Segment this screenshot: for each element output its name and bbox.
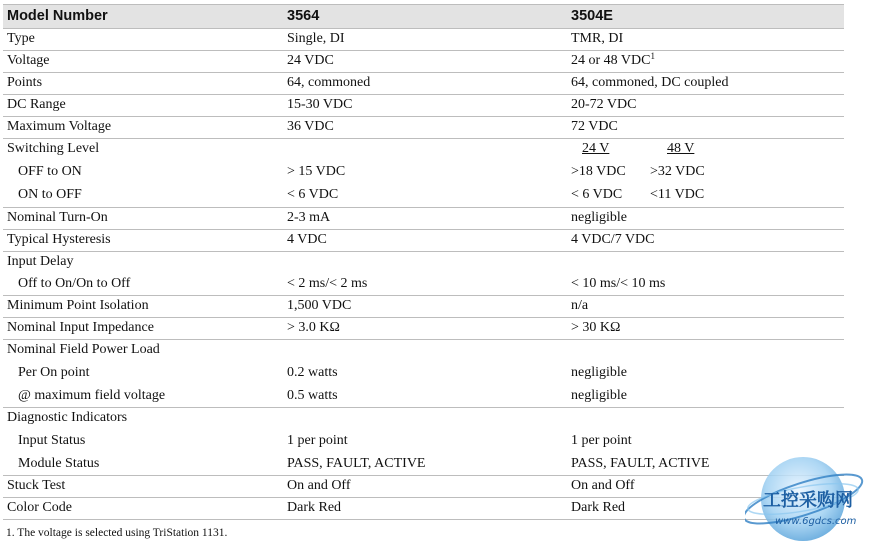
- cell-3564: > 15 VDC: [287, 164, 346, 179]
- table-row: [3, 95, 844, 117]
- cell-3504e: 20-72 VDC: [571, 97, 637, 112]
- row-label: DC Range: [7, 97, 66, 112]
- cell-3504e: n/a: [571, 298, 589, 313]
- subheader-24v: [582, 141, 609, 157]
- row-label: Minimum Point Isolation: [7, 298, 149, 313]
- cell-3504e: On and Off: [571, 478, 635, 493]
- cell-3504e: PASS, FAULT, ACTIVE: [571, 456, 710, 471]
- row-label: Voltage: [7, 53, 50, 68]
- cell-3564: 1,500 VDC: [287, 298, 352, 313]
- cell-3564: On and Off: [287, 478, 351, 493]
- cell-3564: 36 VDC: [287, 119, 334, 134]
- footnote-marker: 1: [650, 51, 655, 61]
- header-3504e: 3504E: [571, 8, 613, 24]
- table-row: [3, 296, 844, 318]
- row-label: Typical Hysteresis: [7, 232, 111, 247]
- cell-3564: 4 VDC: [287, 232, 327, 247]
- table-header: [3, 4, 844, 29]
- cell-3564: Dark Red: [287, 500, 342, 515]
- row-label: Input Status: [18, 433, 86, 448]
- cell-3564: 0.5 watts: [287, 388, 338, 403]
- cell-3504e: negligible: [571, 365, 627, 380]
- row-label: Maximum Voltage: [7, 119, 112, 134]
- table-row-group: [3, 252, 844, 296]
- table-row: [3, 208, 844, 230]
- row-label: ON to OFF: [18, 187, 82, 202]
- cell-3564: 2-3 mA: [287, 210, 331, 225]
- subheader-48v: [667, 141, 694, 157]
- cell-3504e-24v: >18 VDC: [571, 164, 626, 179]
- row-label: Points: [7, 75, 43, 90]
- row-label: Off to On/On to Off: [18, 276, 131, 291]
- subheader-24v-text: 24 V: [582, 141, 610, 156]
- cell-3504e: 72 VDC: [571, 119, 618, 134]
- cell-3504e: > 30 KΩ: [571, 320, 621, 335]
- cell-3564: > 3.0 KΩ: [287, 320, 340, 335]
- row-label: Nominal Turn-On: [7, 210, 108, 225]
- row-label: Diagnostic Indicators: [7, 410, 128, 425]
- row-label: Switching Level: [7, 141, 100, 156]
- footnote: 1. The voltage is selected using TriStation 1131.: [6, 527, 228, 539]
- cell-3504e: < 10 ms/< 10 ms: [571, 276, 666, 291]
- table-row: [3, 117, 844, 139]
- cell-3504e-48v: <11 VDC: [650, 187, 705, 202]
- watermark-logo: [745, 452, 871, 546]
- cell-3564: 1 per point: [287, 433, 348, 448]
- cell-3504e-24v: < 6 VDC: [571, 187, 623, 202]
- table-row: [3, 476, 844, 498]
- cell-3504e: TMR, DI: [571, 31, 624, 46]
- subheader-48v-text: 48 V: [667, 141, 695, 156]
- cell-3504e: 4 VDC/7 VDC: [571, 232, 655, 247]
- cell-3564: PASS, FAULT, ACTIVE: [287, 456, 426, 471]
- cell-3564: Single, DI: [287, 31, 345, 46]
- header-model-number: Model Number: [7, 8, 108, 24]
- row-label: Input Delay: [7, 254, 74, 269]
- row-label: Per On point: [18, 365, 90, 380]
- table-row: [3, 73, 844, 95]
- cell-3504e: negligible: [571, 388, 627, 403]
- row-label: Color Code: [7, 500, 72, 515]
- table-row: [3, 230, 844, 252]
- row-label: Nominal Input Impedance: [7, 320, 154, 335]
- cell-3504e: 1 per point: [571, 433, 632, 448]
- table-row: [3, 318, 844, 340]
- cell-3564: < 6 VDC: [287, 187, 339, 202]
- cell-3504e: Dark Red: [571, 500, 626, 515]
- cell-3504e-48v: >32 VDC: [650, 164, 705, 179]
- voltage-value: 24 or 48 VDC: [571, 53, 651, 68]
- cell-3564: 15-30 VDC: [287, 97, 353, 112]
- row-label: Stuck Test: [7, 478, 66, 493]
- cell-3504e: 64, commoned, DC coupled: [571, 75, 729, 90]
- table-row: [3, 498, 844, 520]
- watermark-text: 工控采购网: [763, 490, 853, 511]
- cell-3504e: negligible: [571, 210, 627, 225]
- row-label: @ maximum field voltage: [18, 388, 166, 403]
- cell-3564: 24 VDC: [287, 53, 334, 68]
- row-label: OFF to ON: [18, 164, 82, 179]
- row-label: Module Status: [18, 456, 100, 471]
- globe-logo-icon: [745, 452, 871, 546]
- cell-3564: 0.2 watts: [287, 365, 338, 380]
- cell-3504e: [571, 53, 655, 69]
- row-label: Type: [7, 31, 35, 46]
- table-row-group: [3, 408, 844, 476]
- table-row-group: [3, 340, 844, 408]
- table-row-group: [3, 139, 844, 208]
- cell-3564: 64, commoned: [287, 75, 371, 90]
- header-3564: 3564: [287, 8, 320, 24]
- spec-table: [3, 4, 844, 520]
- cell-3564: < 2 ms/< 2 ms: [287, 276, 368, 291]
- watermark-url: www.6gdcs.com: [775, 516, 857, 527]
- table-row: [3, 29, 844, 51]
- row-label: Nominal Field Power Load: [7, 342, 160, 357]
- table-row: [3, 51, 844, 73]
